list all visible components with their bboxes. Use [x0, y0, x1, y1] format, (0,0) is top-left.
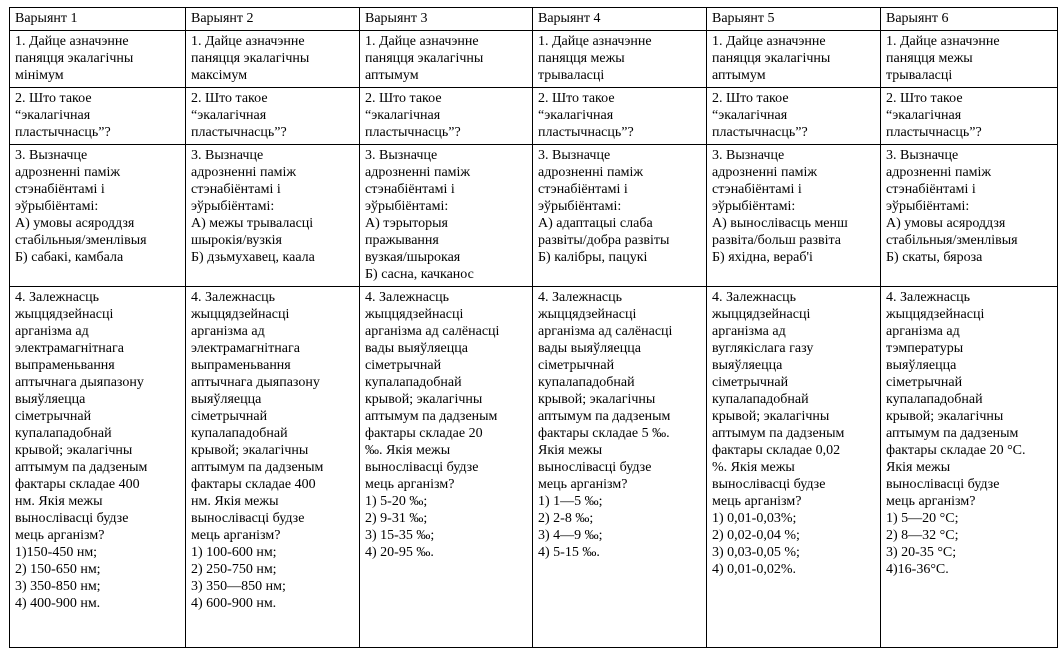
question-4-row — [10, 287, 1058, 648]
variant-2-question-2: 2. Што такое “экалагічная пластычнасць”? — [186, 88, 360, 145]
variant-5-question-3: 3. Вызначце адрозненні паміж стэнабіёнтамі і эўрыбіёнтамі: А) вынослівасць менш развіта/больш развіта Б) яхідна, вераб'і — [707, 145, 881, 287]
variant-3-question-3: 3. Вызначце адрозненні паміж стэнабіёнтамі і эўрыбіёнтамі: А) тэрыторыя пражывання вузкая/шырокая Б) сасна, качканос — [360, 145, 533, 287]
variant-5-header: Варыянт 5 — [707, 8, 881, 31]
variant-5-question-4: 4. Залежнасць жыццядзейнасці арганізма ад вуглякіслага газу выяўляецца сіметрычнай купалападобнай крывой; экалагічны аптымум па дадзеным фактары складае 0,02 %. Якія межы вынослівасці будзе мець арганізм? 1) 0,01-0,03%; 2) 0,02-0,04 %; 3) 0,03-0,05 %; 4) 0,01-0,02%. — [707, 287, 881, 648]
variant-6-question-2: 2. Што такое “экалагічная пластычнасць”? — [881, 88, 1058, 145]
variant-5-question-2: 2. Што такое “экалагічная пластычнасць”? — [707, 88, 881, 145]
variant-1-header: Варыянт 1 — [10, 8, 186, 31]
variant-3-question-1: 1. Дайце азначэнне паняцця экалагічны аптымум — [360, 31, 533, 88]
variant-3-question-2: 2. Што такое “экалагічная пластычнасць”? — [360, 88, 533, 145]
variant-4-question-1: 1. Дайце азначэнне паняцця межы трываласці — [533, 31, 707, 88]
variants-table — [9, 7, 1058, 648]
variant-2-question-1: 1. Дайце азначэнне паняцця экалагічны максімум — [186, 31, 360, 88]
question-1-row — [10, 31, 1058, 88]
question-2-row — [10, 88, 1058, 145]
variant-6-header: Варыянт 6 — [881, 8, 1058, 31]
variant-6-question-1: 1. Дайце азначэнне паняцця межы трываласці — [881, 31, 1058, 88]
variant-4-question-4: 4. Залежнасць жыццядзейнасці арганізма ад салёнасці вады выяўляецца сіметрычнай купалападобнай крывой; экалагічны аптымум па дадзеным фактары складае 5 ‰. Якія межы вынослівасці будзе мець арганізм? 1) 1—5 ‰; 2) 2-8 ‰; 3) 4—9 ‰; 4) 5-15 ‰. — [533, 287, 707, 648]
variant-4-header: Варыянт 4 — [533, 8, 707, 31]
variant-3-question-4: 4. Залежнасць жыццядзейнасці арганізма ад салёнасці вады выяўляецца сіметрычнай купалападобнай крывой; экалагічны аптымум па дадзеным фактары складае 20 ‰. Якія межы вынослівасці будзе мець арганізм? 1) 5-20 ‰; 2) 9-31 ‰; 3) 15-35 ‰; 4) 20-95 ‰. — [360, 287, 533, 648]
variant-2-question-4: 4. Залежнасць жыццядзейнасці арганізма ад электрамагнітнага выпраменьвання аптычнага дыяпазону выяўляецца сіметрычнай купалападобнай крывой; экалагічны аптымум па дадзеным фактары складае 400 нм. Якія межы вынослівасці будзе мець арганізм? 1) 100-600 нм; 2) 250-750 нм; 3) 350—850 нм; 4) 600-900 нм. — [186, 287, 360, 648]
header-row — [10, 8, 1058, 31]
variant-6-question-3: 3. Вызначце адрозненні паміж стэнабіёнтамі і эўрыбіёнтамі: А) умовы асяроддзя стабільныя/зменлівыя Б) скаты, бяроза — [881, 145, 1058, 287]
variant-2-header: Варыянт 2 — [186, 8, 360, 31]
variant-4-question-3: 3. Вызначце адрозненні паміж стэнабіёнтамі і эўрыбіёнтамі: А) адаптацыі слаба развіты/добра развіты Б) калібры, пацукі — [533, 145, 707, 287]
variant-2-question-3: 3. Вызначце адрозненні паміж стэнабіёнтамі і эўрыбіёнтамі: А) межы трываласці шырокія/вузкія Б) дзьмухавец, каала — [186, 145, 360, 287]
variant-6-question-4: 4. Залежнасць жыццядзейнасці арганізма ад тэмпературы выяўляецца сіметрычнай купалападобнай крывой; экалагічны аптымум па дадзеным фактары складае 20 °С. Якія межы вынослівасці будзе мець арганізм? 1) 5—20 °С; 2) 8—32 °С; 3) 20-35 °С; 4)16-36°С. — [881, 287, 1058, 648]
variant-1-question-3: 3. Вызначце адрозненні паміж стэнабіёнтамі і эўрыбіёнтамі: А) умовы асяроддзя стабільныя/зменлівыя Б) сабакі, камбала — [10, 145, 186, 287]
variant-1-question-4: 4. Залежнасць жыццядзейнасці арганізма ад электрамагнітнага выпраменьвання аптычнага дыяпазону выяўляецца сіметрычнай купалападобнай крывой; экалагічны аптымум па дадзеным фактары складае 400 нм. Якія межы вынослівасці будзе мець арганізм? 1)150-450 нм; 2) 150-650 нм; 3) 350-850 нм; 4) 400-900 нм. — [10, 287, 186, 648]
question-3-row — [10, 145, 1058, 287]
variant-3-header: Варыянт 3 — [360, 8, 533, 31]
variant-1-question-2: 2. Што такое “экалагічная пластычнасць”? — [10, 88, 186, 145]
variant-1-question-1: 1. Дайце азначэнне паняцця экалагічны мінімум — [10, 31, 186, 88]
variant-4-question-2: 2. Што такое “экалагічная пластычнасць”? — [533, 88, 707, 145]
variant-5-question-1: 1. Дайце азначэнне паняцця экалагічны аптымум — [707, 31, 881, 88]
